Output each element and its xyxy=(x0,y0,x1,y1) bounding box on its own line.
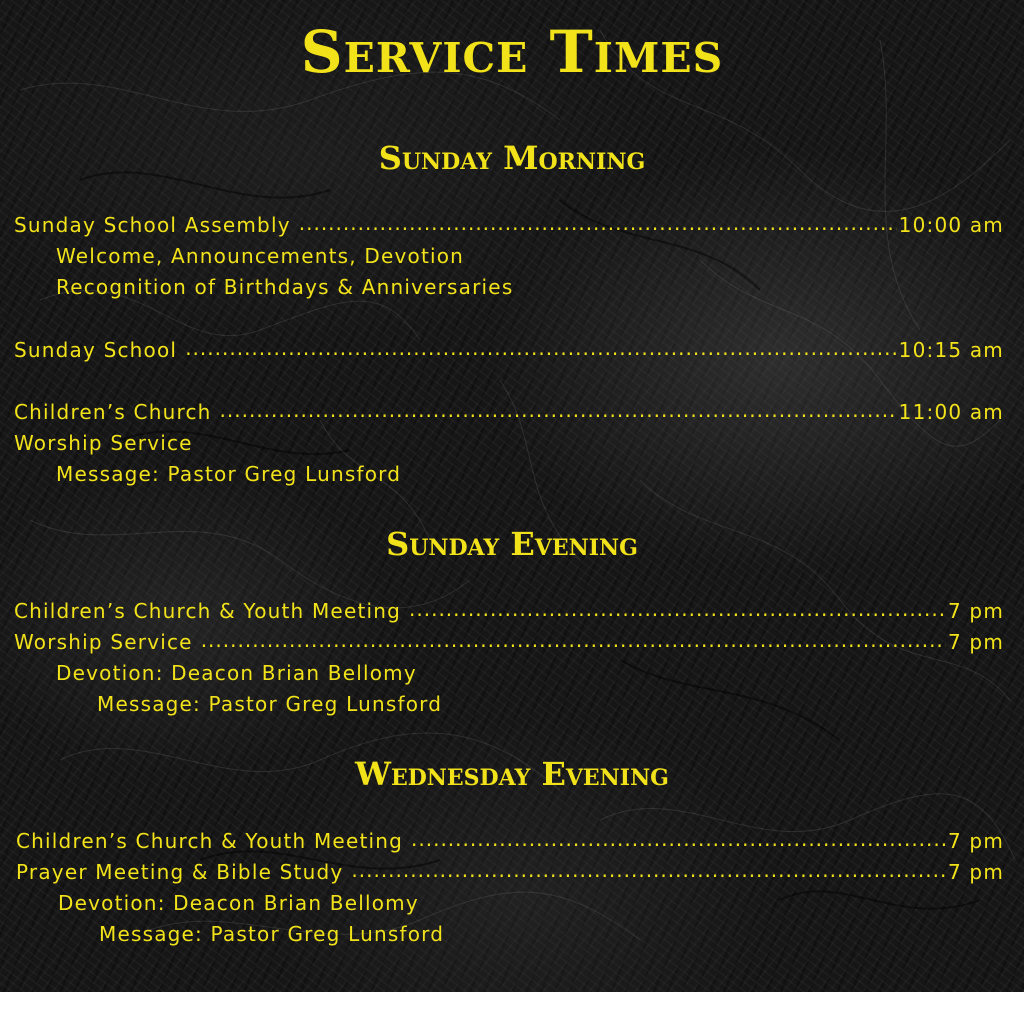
schedule-row-childrens-church xyxy=(14,397,1004,428)
page-title: Service Times xyxy=(300,18,724,86)
detail-devotion-sunday: Devotion: Deacon Brian Bellomy xyxy=(56,661,417,685)
row-label: Sunday School Assembly xyxy=(14,213,291,237)
section-heading-sunday-evening: Sunday Evening xyxy=(386,525,638,563)
dot-leader xyxy=(185,333,896,364)
row-label: Children’s Church & Youth Meeting xyxy=(16,829,404,853)
detail-welcome-announcements: Welcome, Announcements, Devotion xyxy=(56,244,465,268)
schedule-row-worship-service-evening xyxy=(14,627,1004,658)
bottom-margin xyxy=(0,992,1024,1024)
row-label: Sunday School xyxy=(14,338,178,362)
dot-leader xyxy=(220,395,897,426)
schedule-row-sunday-school-assembly xyxy=(14,210,1004,241)
row-label: Worship Service xyxy=(14,630,193,654)
schedule-row-sunday-school xyxy=(14,335,1004,366)
row-label: Prayer Meeting & Bible Study xyxy=(16,860,344,884)
row-time: 7 pm xyxy=(947,860,1004,884)
row-time: 10:15 am xyxy=(898,338,1004,362)
section-heading-wednesday-evening: Wednesday Evening xyxy=(355,755,669,793)
row-label: Children’s Church & Youth Meeting xyxy=(14,599,402,623)
dot-leader xyxy=(409,594,946,625)
detail-birthdays-anniversaries: Recognition of Birthdays & Anniversaries xyxy=(56,275,514,299)
schedule-row-childrens-youth-sunday xyxy=(14,596,1004,627)
detail-devotion-wednesday: Devotion: Deacon Brian Bellomy xyxy=(58,891,419,915)
schedule-row-childrens-youth-wednesday xyxy=(16,826,1004,857)
dot-leader xyxy=(351,855,946,886)
dot-leader xyxy=(299,208,897,239)
dot-leader xyxy=(411,824,946,855)
row-time: 7 pm xyxy=(947,630,1004,654)
schedule-row-worship-service-morning: Worship Service xyxy=(14,431,193,455)
row-time: 11:00 am xyxy=(898,400,1004,424)
detail-message-sunday-evening: Message: Pastor Greg Lunsford xyxy=(97,692,443,716)
row-time: 7 pm xyxy=(947,599,1004,623)
schedule-row-prayer-meeting xyxy=(16,857,1004,888)
row-label: Children’s Church xyxy=(14,400,212,424)
dot-leader xyxy=(201,625,946,656)
detail-message-wednesday: Message: Pastor Greg Lunsford xyxy=(99,922,445,946)
row-time: 7 pm xyxy=(947,829,1004,853)
detail-message-morning: Message: Pastor Greg Lunsford xyxy=(56,462,402,486)
section-heading-sunday-morning: Sunday Morning xyxy=(378,139,646,177)
row-time: 10:00 am xyxy=(898,213,1004,237)
